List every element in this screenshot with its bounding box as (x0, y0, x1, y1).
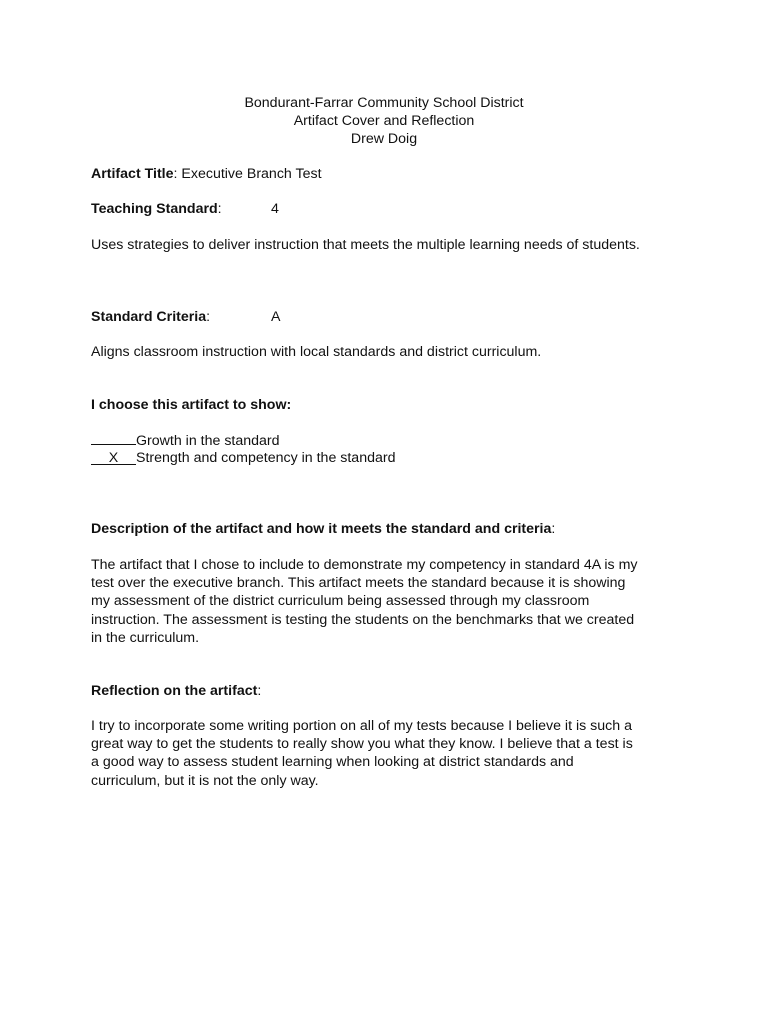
standard-criteria-description: Aligns classroom instruction with local standards and district curriculum. (91, 344, 542, 360)
reflection-line: great way to get the students to really show you what they know. I believe that a test is (91, 736, 633, 753)
district-name: Bondurant-Farrar Community School District (244, 95, 524, 111)
option-growth (91, 431, 280, 450)
teaching-standard-label: Teaching Standard (91, 201, 218, 217)
document-header (0, 94, 768, 148)
choose-heading-text: I choose this artifact to show: (91, 397, 292, 413)
description-paragraph (91, 556, 681, 647)
option-growth-label: Growth in the standard (136, 433, 280, 449)
standard-criteria-row: Standard Criteria: (91, 309, 211, 325)
description-heading: Description of the artifact and how it meets the standard and criteria: (91, 521, 556, 537)
choose-heading (91, 396, 291, 414)
teaching-standard-value: 4 (271, 201, 279, 217)
reflection-line: I try to incorporate some writing portion on all of my tests because I believe it is such a (91, 718, 632, 734)
description-line: instruction. The assessment is testing the students on the benchmarks that we created (91, 611, 635, 628)
artifact-title-label: Artifact Title (91, 166, 174, 182)
description-line: in the curriculum. (91, 629, 200, 646)
teaching-standard-description: Uses strategies to deliver instruction that meets the multiple learning needs of students. (91, 237, 640, 253)
teaching-standard-row: Teaching Standard: (91, 201, 222, 217)
option-strength-mark: X (91, 451, 136, 465)
option-strength (91, 449, 395, 467)
reflection-heading-text: Reflection on the artifact (91, 683, 258, 699)
reflection-line: a good way to assess student learning when looking at district standards and (91, 754, 574, 771)
standard-criteria-value: A (271, 309, 281, 325)
description-heading-text: Description of the artifact and how it meets the standard and criteria (91, 521, 552, 537)
description-line: The artifact that I chose to include to demonstrate my competency in standard 4A is my (91, 557, 638, 573)
option-strength-label: Strength and competency in the standard (136, 450, 396, 466)
document-subtitle: Artifact Cover and Reflection (293, 113, 475, 129)
option-growth-mark (91, 431, 136, 445)
reflection-paragraph (91, 717, 681, 790)
standard-criteria-label: Standard Criteria (91, 309, 207, 325)
description-line: my assessment of the district curriculum being assessed through my classroom (91, 593, 590, 610)
reflection-line: curriculum, but it is not the only way. (91, 772, 319, 789)
author-name: Drew Doig (350, 131, 418, 147)
artifact-title-row: Artifact Title: Executive Branch Test (91, 166, 322, 182)
description-line: test over the executive branch. This artifact meets the standard because it is showing (91, 575, 626, 592)
reflection-heading: Reflection on the artifact: (91, 683, 262, 699)
artifact-title-value: Executive Branch Test (181, 166, 322, 182)
